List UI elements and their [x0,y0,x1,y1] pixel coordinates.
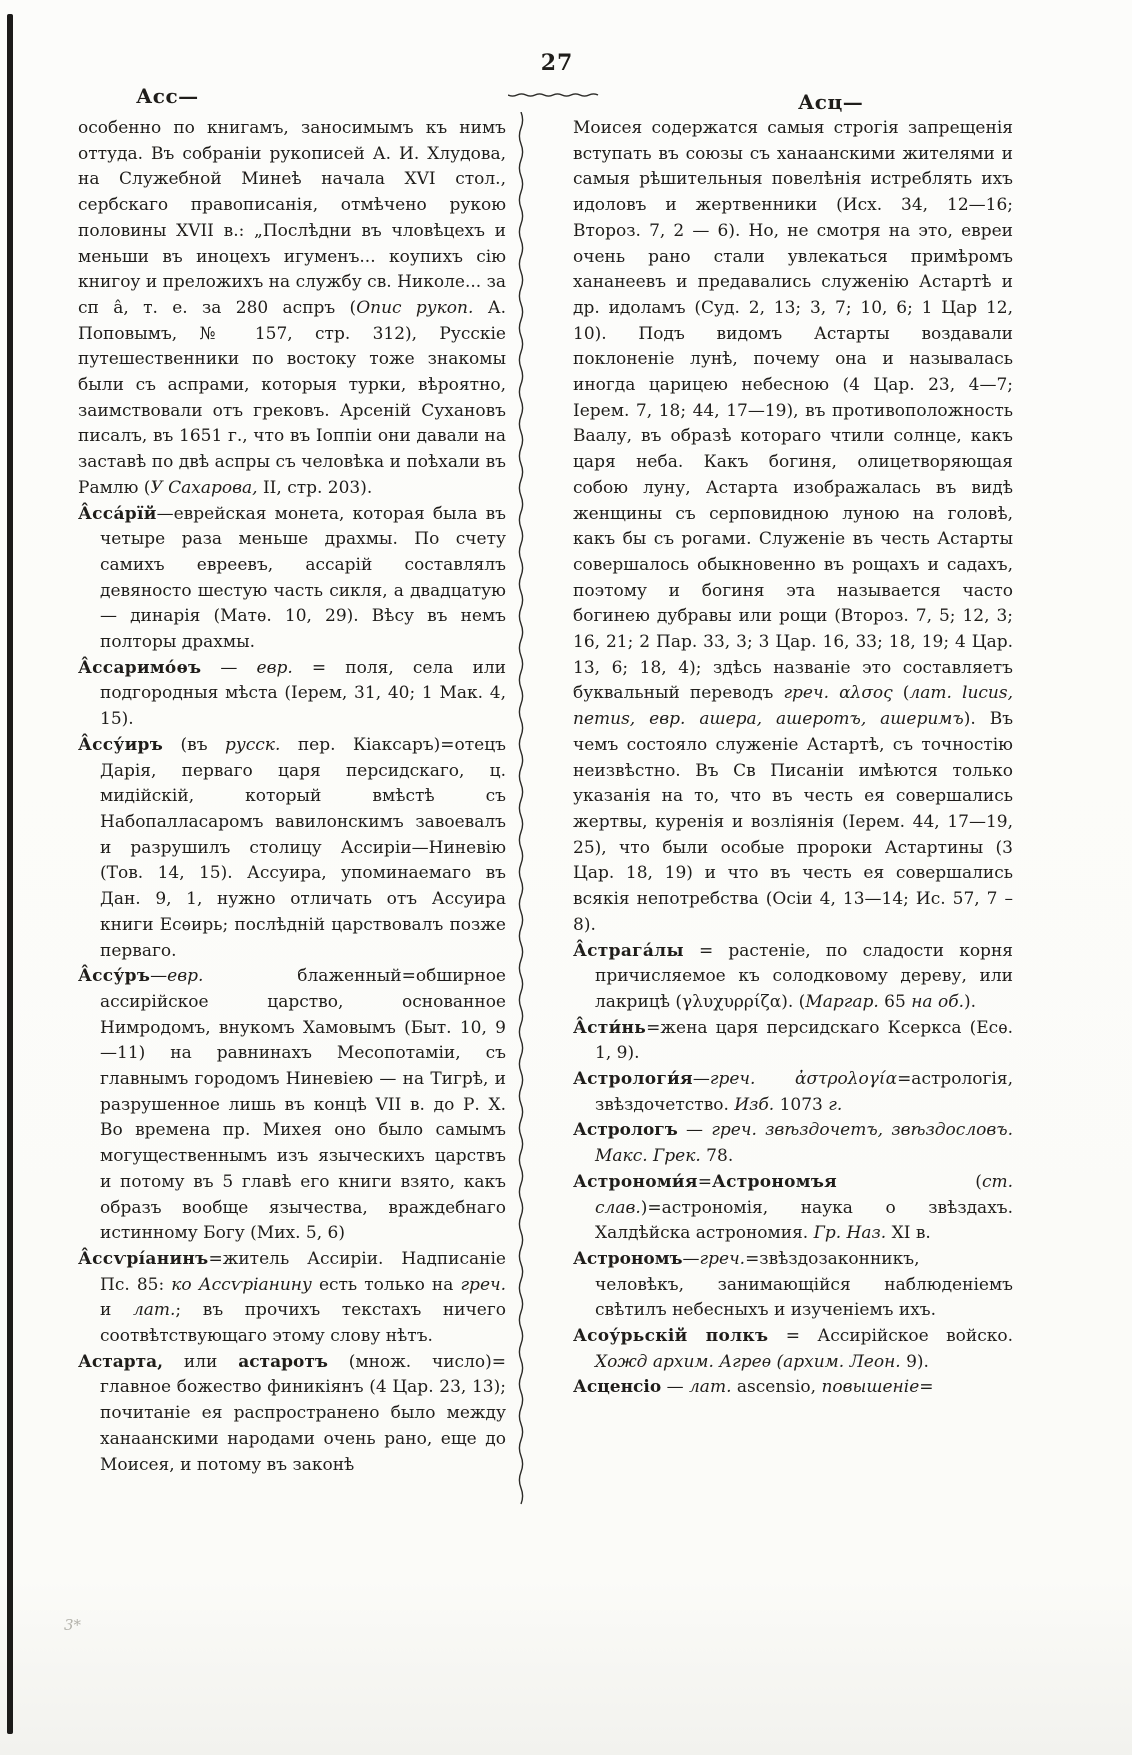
text-segment: особенно по книгамъ, заносимымъ къ нимъ оттуда. Въ собраніи рукописей А. И. Хлудова, на Служебной Минеѣ начала XVI стол., сербскаго правописанія, отмѣчено рукою половины XVII в.: „Послѣдни въ чловѣцехъ и меньши въ иноцехъ игуменъ... коупихъ сію книгоу и преложихъ на службу св. Николе... за сп а̂, т. е. за 280 аспръ ( [78,118,506,318]
headword: А̂ссу́ръ [78,966,151,987]
text-segment: — [201,657,257,678]
text-segment: евр. [256,657,293,678]
dictionary-paragraph [78,502,506,656]
text-segment: Хожд архим. Агреѳ (архим. Леон. [595,1351,901,1372]
signature-mark: 3* [64,1616,82,1634]
text-segment: или [163,1351,239,1372]
headword: Астрономъ [573,1248,683,1269]
text-segment: = растеніе, по сладости корня причисляемое къ солодковому дереву, или лакрицѣ (γλυχυρρίζα). ( [595,940,1013,1012]
text-segment: =астрологія, звѣздочетство. [595,1069,1013,1115]
headword: А̂ссѵрі́анинъ [78,1248,209,1269]
text-segment: ко Ассѵріанину [171,1274,312,1295]
text-segment: пер. Кіаксаръ)=отецъ Дарія, перваго царя персидскаго, ц. мидійскій, который вмѣстѣ съ Набопалласаромъ вавилонскимъ завоевалъ и разрушилъ столицу Ассиріи—Ниневію (Тов. 14, 15). Ассуира, упоминаемаго въ Дан. 9, 1, нужно отличать отъ Ассуира книги Есѳирь; послѣдній царствовалъ позже перваго. [100,734,506,961]
text-segment: Опис рукоп. [356,297,474,318]
headword: Астрономъя [711,1171,838,1192]
text-segment: —еврейская монета, которая была въ четыре раза меньше драхмы. По счету самихъ евреевъ, ассарій составлялъ девяносто шестую часть сикля, а двадцатую — динарія (Матѳ. 10, 29). Вѣсу въ немъ полторы драхмы. [100,503,506,653]
text-segment: ). Въ чемъ состояло служеніе Астартѣ, съ точностію неизвѣстно. Въ Св Писаніи имѣются только указанія на то, что въ честь ея совершались жертвы, куренія и возліянія (Іерем. 44, 17—19, 25), что были особые пророки Астартины (3 Цар. 18, 19) и что въ честь ея совершались всякія непотребства (Осіи 4, 13—14; Ис. 57, 7 – 8). [573,709,1014,935]
headword: А̂ссаримо́ѳъ [78,657,202,678]
dictionary-paragraph [573,1170,1013,1247]
text-segment: греч. ἀστρολογία [709,1069,898,1090]
headword: Астрологъ [573,1120,678,1141]
dictionary-paragraph [573,1118,1013,1169]
headword: А̂сти́нь [573,1017,647,1038]
dictionary-paragraph [573,1375,1013,1401]
text-segment: =жена царя персидскаго Ксеркса (Есѳ. 1, 9). [595,1017,1013,1064]
dictionary-paragraph [573,939,1013,1016]
text-segment: Изб. [734,1094,775,1115]
text-segment: )=астрономія, наука о звѣздахъ. Халдѣйска астрономия. [595,1197,1013,1244]
headword: Асценсіо [573,1377,662,1398]
page-number-underline [508,90,602,100]
text-segment: — [677,1120,712,1141]
dictionary-paragraph [78,1350,506,1479]
text-segment: лат. [132,1300,176,1321]
text-segment [635,709,649,729]
text-segment: повышеніе [821,1377,920,1398]
text-segment: евр. ашера, ашеротъ, ашеримъ [649,709,964,730]
text-segment: У Сахарова, [150,477,258,498]
text-segment: ( [892,683,910,704]
text-segment: — [692,1069,710,1090]
right-column-text [573,116,1013,1401]
text-segment: ). [963,991,977,1012]
text-segment: евр. [167,966,204,987]
text-segment: = поля, села или подгородныя мѣста (Іерем, 31, 40; 1 Мак. 4, 15). [100,657,506,730]
running-head-left: Асс— [136,84,199,108]
text-segment: = [697,1171,712,1192]
headword: Асоу́рьскій полкъ [573,1326,769,1347]
dictionary-paragraph [78,656,506,733]
dictionary-paragraph [78,964,506,1247]
text-segment: II, стр. 203). [257,477,373,498]
text-segment: =житель Ассиріи. Надписаніе Пс. 85: [100,1248,506,1295]
dictionary-paragraph [573,1067,1013,1118]
text-segment: и [100,1300,133,1321]
text-segment: ; въ прочихъ текстахъ ничего соотвѣтствующаго этому слову нѣтъ. [100,1300,507,1347]
text-segment: ст. слав. [595,1171,1013,1218]
dictionary-paragraph [573,116,1013,939]
text-segment: (множ. число)= главное божество финикіянъ (4 Цар. 23, 13); почитаніе ея распространено было между ханаанскими народами очень рано, еще до Моисея, и потому въ законѣ [100,1351,506,1475]
headword: Астарта, [78,1351,164,1372]
text-segment: г. [828,1094,843,1115]
text-segment: Моисея содержатся самыя строгія запрещенія вступать въ союзы съ ханаанскими жителями и самыя рѣшительныя повелѣнія истреблять ихъ идоловъ и жертвенники (Исх. 34, 12—16; Второз. 7, 2 — 6). Но, не смотря на это, евреи очень рано стали увлекаться примѣромъ хананеевъ и предавались служенію Астартѣ и др. идоламъ (Суд. 2, 13; 3, 7; 10, 6; 1 Цар 12, 10). Подъ видомъ Астарты воздавали поклоненіе лунѣ, почему она и называлась иногда царицею небесною (4 Цар. 23, 4—7; Іерем. 7, 18; 44, 17—19), въ противоположность Ваалу, въ образѣ котораго чтили солнце, какъ царя неба. Какъ богиня, олицетворяющая собою луну, Астарта изображалась въ видѣ женщины съ серповидною луною на головѣ, какъ бы съ рогами. Служеніе въ честь Астарты совершалось обыкновенно въ рощахъ и садахъ, поэтому и богиня эта называется часто богинею дубравы или рощи (Второз. 7, 5; 12, 3; 16, 21; 2 Пар. 33, 3; 3 Цар. 16, 33; 18, 19; 4 Цар. 13, 6; 18, 4); здѣсь названіе это составляетъ буквальный переводъ [573,118,1013,704]
text-segment: греч. [460,1274,506,1295]
dictionary-paragraph [573,1247,1013,1324]
headword: Астрономи́я [573,1171,698,1192]
text-segment: Маргар. [805,991,879,1012]
headword: Астрологи́я [573,1069,693,1090]
text-segment: = [919,1377,934,1398]
text-segment: — [150,966,168,987]
running-head-right: Асц— [798,90,864,114]
text-segment: ascensio, [731,1377,822,1398]
text-segment: русск. [225,734,281,755]
page-number: 27 [540,50,574,76]
text-segment: 9). [900,1351,929,1372]
text-segment: есть только на [311,1274,461,1295]
text-segment: — [682,1248,700,1269]
column-divider [515,112,527,1520]
text-segment: XI в. [886,1223,931,1244]
dictionary-paragraph [573,1016,1013,1067]
text-segment: лат. [688,1377,732,1398]
headword: астаротъ [238,1351,328,1372]
text-segment: на об. [911,991,964,1012]
text-segment: блаженный=обширное ассирійское царство, основанное Нимродомъ, внукомъ Хамовымъ (Быт. 10, 9—11) на равнинахъ Месопотаміи, съ главнымъ городомъ Ниневіею — на Тигрѣ, и разрушенное лишь въ концѣ VII в. до Р. Х. Во времена пр. Михея оно было самымъ могущественнымъ изъ языческихъ царствъ и потому въ 5 главѣ его книги взято, какъ образъ вообще язычества, враждебнаго истинному Богу (Мих. 5, 6) [100,966,506,1244]
text-segment: = Ассирійское войско. [768,1326,1013,1347]
dictionary-paragraph [78,733,506,964]
text-segment: 78. [700,1146,734,1167]
text-segment: лат. lucus, nemus, [573,683,1013,730]
dictionary-paragraph [78,116,506,502]
text-segment: ( [837,1171,982,1192]
dictionary-paragraph [78,1247,506,1350]
text-segment: 65 [878,991,912,1012]
text-segment: 1073 [774,1094,829,1115]
text-segment: — [661,1377,689,1398]
text-segment: греч. звѣздочетъ, звѣздословъ. Макс. Грек. [595,1120,1014,1167]
dictionary-paragraph [573,1324,1013,1375]
text-segment: =звѣздозаконникъ, человѣкъ, занимающійся наблюденіемъ свѣтилъ небесныхъ и изученіемъ ихъ. [595,1248,1013,1321]
text-segment: греч. [699,1248,746,1269]
headword: А̂страга́лы [573,940,684,961]
text-segment: Гр. Наз. [813,1223,887,1244]
scan-edge-artifact [7,14,13,1734]
text-segment: греч. αλσος [783,683,893,704]
text-segment: (въ [163,734,226,755]
left-column-text [78,116,506,1478]
headword: А̂ссу́иръ [78,734,164,755]
headword: А̂сса́рїй [78,503,157,524]
text-segment: А. Поповымъ, № 157, стр. 312), Русскіе путешественники по востоку тоже знакомы были съ аспрами, которыя турки, вѣроятно, заимствовали отъ грековъ. Арсеній Сухановъ писалъ, въ 1651 г., что въ Іоппіи они давали на заставѣ по двѣ аспры съ человѣка и поѣхали въ Рамлю ( [78,297,507,498]
